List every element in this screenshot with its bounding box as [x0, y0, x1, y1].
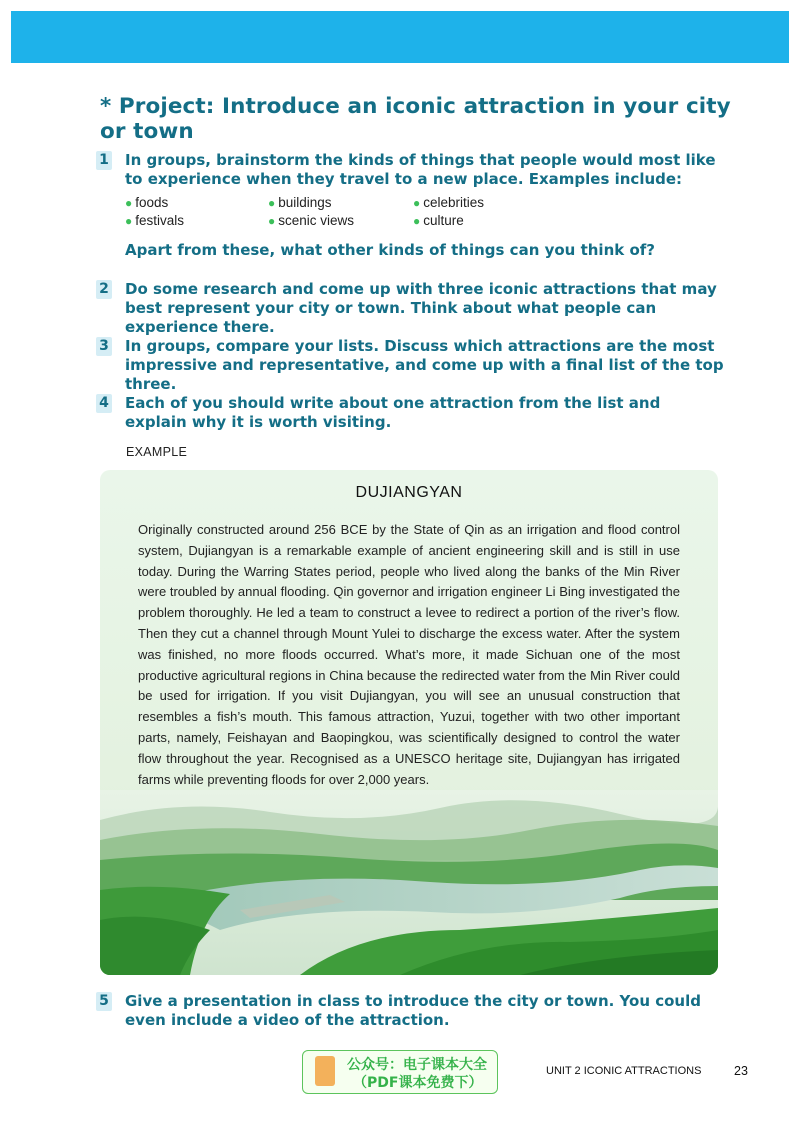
green-dot-icon: ●: [125, 214, 133, 228]
step-number: 1: [96, 151, 112, 170]
green-dot-icon: ●: [125, 196, 133, 210]
step-number: 3: [96, 337, 112, 356]
watermark-badge: [302, 1050, 498, 1094]
step-text: In groups, brainstorm the kinds of things that people would most like to experience when they travel to a new place. Examples include:: [125, 151, 716, 188]
step-text: Give a presentation in class to introduce the city or town. You could even include a video of the attraction.: [125, 992, 701, 1029]
step-number: 5: [96, 992, 112, 1011]
step-text: Do some research and come up with three iconic attractions that may best represent your city or town. Think about what people can experience there.: [125, 280, 717, 336]
page-title: * Project: Introduce an iconic attraction in your city or town: [100, 94, 731, 144]
list-item: ● culture: [413, 213, 464, 228]
list-item: ● celebrities: [413, 195, 485, 210]
card-body-text: Originally constructed around 256 BCE by the State of Qin as an irrigation and flood control system, Dujiangyan is a remarkable example of ancient engineering skill and is still in use today. During the Warring States period, people who lived along the banks of the Min River were troubled by annual flooding. Qin governor and irrigation engineer Li Bing investigated the problem thoroughly. He led a team to construct a levee to redirect a portion of the river’s flow. Then they cut a channel through Mount Yulei to discharge the excess water. After the system was finished, no more floods occurred. What’s more, it made Sichuan one of the most productive agricultural regions in China because the redirected water from the Min River could be used for irrigation. If you visit Dujiangyan, you will see an unusual construction that resembles a fish’s mouth. This famous attraction, Yuzui, together with two other important parts, namely, Feishayan and Baopingkou, was scientifically designed to control the water flow throughout the year. Recognised as a UNESCO heritage site, Dujiangyan has irrigated farms while preventing floods for over 2,000 years.: [138, 522, 680, 787]
list-item: ● foods: [125, 195, 169, 210]
green-dot-icon: ●: [413, 214, 421, 228]
watermark-line-1: 公众号：电子课本大全: [347, 1057, 487, 1073]
example-label: EXAMPLE: [126, 445, 188, 459]
step-text: Each of you should write about one attraction from the list and explain why it is worth visiting.: [125, 394, 661, 431]
card-title: DUJIANGYAN: [355, 484, 463, 501]
green-dot-icon: ●: [268, 214, 276, 228]
step-number: 4: [96, 394, 112, 413]
list-item: ● festivals: [125, 213, 185, 228]
green-dot-icon: ●: [268, 196, 276, 210]
green-dot-icon: ●: [413, 196, 421, 210]
example-card: [100, 470, 718, 975]
list-item: ● scenic views: [268, 213, 355, 228]
dujiangyan-landscape-image: [100, 790, 718, 975]
list-item: ● buildings: [268, 195, 332, 210]
page-number: 23: [734, 1064, 748, 1078]
watermark-line-2: （PDF课本免费下）: [353, 1075, 483, 1091]
header-bar: [11, 11, 789, 63]
step-text: In groups, compare your lists. Discuss which attractions are the most impressive and representative, and come up with a final list of the top three.: [125, 337, 724, 393]
step-number: 2: [96, 280, 112, 299]
book-icon: [315, 1056, 335, 1086]
footer-unit-title: UNIT 2 ICONIC ATTRACTIONS: [546, 1065, 702, 1077]
